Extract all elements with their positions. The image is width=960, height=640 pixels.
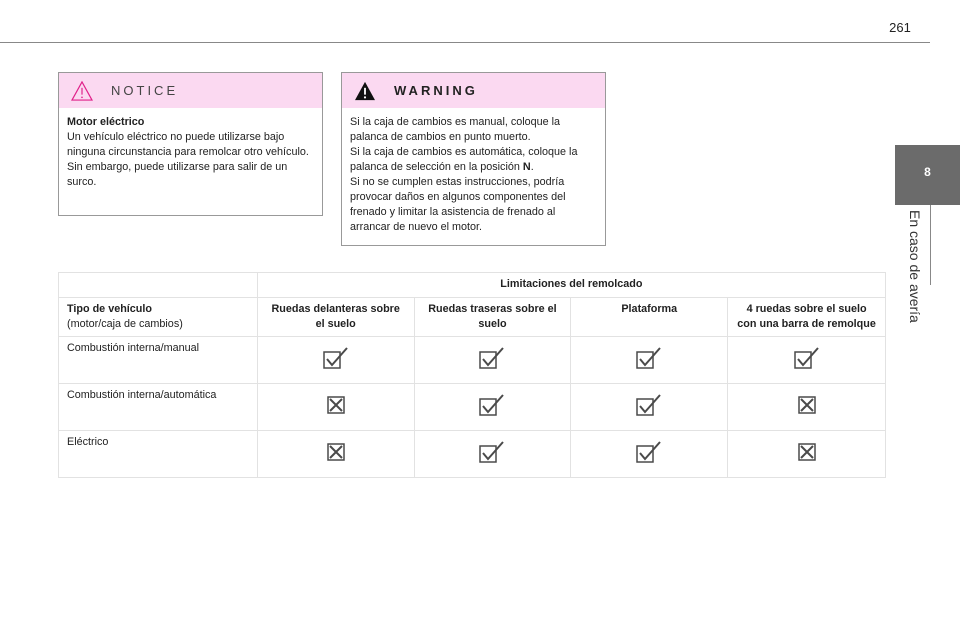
mark-cell (257, 384, 414, 431)
notice-line: Sin embargo, puede utilizarse para salir de un surco. (67, 161, 288, 188)
warning-title: WARNING (394, 83, 478, 98)
warning-line: Si no se cumplen estas instrucciones, podría provocar daños en algunos componentes del frenado y limitar la asistencia de frenado al arrancar de nuevo el motor. (350, 176, 566, 233)
cross-icon (323, 441, 349, 463)
towing-table (58, 272, 886, 478)
notice-line: Un vehículo eléctrico no puede utilizarse bajo ninguna circunstancia para remolcar otro vehículo. (67, 131, 309, 158)
notice-header (59, 73, 322, 108)
mark-cell (414, 337, 571, 384)
cross-icon (323, 394, 349, 416)
warning-triangle-outline-icon (71, 81, 93, 101)
position-n: N (522, 161, 531, 173)
warning-triangle-filled-icon (354, 81, 376, 101)
check-icon (636, 394, 662, 416)
warning-line: Si la caja de cambios es automática, coloque la palanca de selección en la posición N. (350, 146, 578, 173)
warning-box (341, 72, 606, 246)
warning-line: Si la caja de cambios es manual, coloque la palanca de cambios en punto muerto. (350, 116, 561, 143)
check-icon (636, 347, 662, 369)
mark-cell (571, 337, 728, 384)
type-header: Tipo de vehículo (motor/caja de cambios) (59, 298, 258, 337)
mark-cell (571, 384, 728, 431)
table-row (59, 337, 886, 384)
mark-cell (728, 384, 886, 431)
notice-box (58, 72, 323, 216)
check-icon (479, 347, 505, 369)
column-header: 4 ruedas sobre el suelo con una barra de remolque (728, 298, 886, 337)
cross-icon (794, 394, 820, 416)
chapter-title: En caso de avería (907, 210, 923, 323)
table-corner (59, 273, 258, 298)
check-icon (794, 347, 820, 369)
table-row (59, 384, 886, 431)
row-label: Combustión interna/manual (59, 337, 258, 384)
chapter-tab[interactable] (895, 145, 960, 205)
mark-cell (414, 431, 571, 478)
column-header: Ruedas traseras sobre el suelo (414, 298, 571, 337)
side-divider (930, 205, 931, 285)
notice-title: NOTICE (111, 83, 179, 98)
notice-body (59, 108, 322, 197)
cross-icon (794, 441, 820, 463)
mark-cell (414, 384, 571, 431)
check-icon (323, 347, 349, 369)
mark-cell (728, 337, 886, 384)
table-group-header: Limitaciones del remolcado (257, 273, 885, 298)
mark-cell (571, 431, 728, 478)
warning-body (342, 108, 605, 242)
row-label: Eléctrico (59, 431, 258, 478)
mark-cell (257, 431, 414, 478)
check-icon (479, 441, 505, 463)
column-header: Plataforma (571, 298, 728, 337)
chapter-number: 8 (924, 165, 931, 179)
page-number: 261 (889, 20, 911, 35)
check-icon (479, 394, 505, 416)
notice-subheading: Motor eléctrico (67, 116, 145, 128)
table-row (59, 431, 886, 478)
row-label: Combustión interna/automática (59, 384, 258, 431)
mark-cell (257, 337, 414, 384)
column-header: Ruedas delanteras sobre el suelo (257, 298, 414, 337)
warning-header (342, 73, 605, 108)
top-divider (0, 42, 930, 43)
mark-cell (728, 431, 886, 478)
check-icon (636, 441, 662, 463)
